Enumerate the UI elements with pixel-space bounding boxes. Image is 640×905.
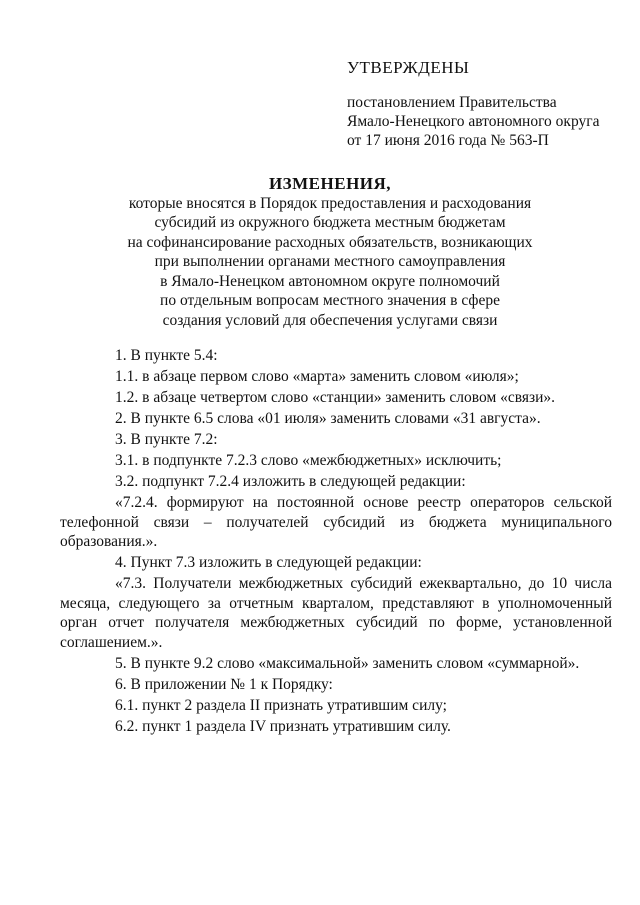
approval-line: от 17 июня 2016 года № 563-П <box>347 132 549 149</box>
paragraph: 5. В пункте 9.2 слово «максимальной» заменить словом «суммарной». <box>115 654 580 672</box>
subtitle-line: на софинансирование расходных обязательств, возникающих <box>127 233 533 251</box>
subtitle-line: в Ямало-Ненецком автономном округе полномочий <box>160 272 500 290</box>
subtitle-line: субсидий из окружного бюджета местным бюджетам <box>154 214 506 231</box>
approval-line: Ямало-Ненецкого автономного округа <box>347 113 600 130</box>
paragraph: 6.2. пункт 1 раздела IV признать утратившим силу. <box>115 717 451 735</box>
subtitle-line: при выполнении органами местного самоуправления <box>154 253 506 270</box>
quoted-paragraph: «7.3. Получатели межбюджетных субсидий ежеквартально, до 10 числа месяца, следующего за отчетным кварталом, представляют в уполномоченный орган отчет получателя межбюджетных субсидий по форме, установленной соглашением.». <box>60 575 612 651</box>
subtitle-line: по отдельным вопросам местного значения в сфере <box>160 292 500 309</box>
quoted-paragraph: «7.2.4. формируют на постоянной основе реестр операторов сельской телефонной связи – получателей субсидий из бюджета муниципального образования.». <box>60 494 612 550</box>
document-header <box>40 174 620 330</box>
paragraph: 1.2. в абзаце четвертом слово «станции» заменить словом «связи». <box>115 389 556 406</box>
paragraph: 1.1. в абзаце первом слово «марта» заменить словом «июля»; <box>115 368 519 385</box>
document-body <box>60 346 612 738</box>
subtitle-line: которые вносятся в Порядок предоставления и расходования <box>128 194 532 212</box>
paragraph: 2. В пункте 6.5 слова «01 июля» заменить словами «31 августа». <box>115 410 541 427</box>
document-title: ИЗМЕНЕНИЯ, <box>268 174 392 193</box>
paragraph: 3.1. в подпункте 7.2.3 слово «межбюджетных» исключить; <box>115 452 502 469</box>
paragraph: 1. В пункте 5.4: <box>115 347 218 364</box>
paragraph: 3. В пункте 7.2: <box>115 431 218 448</box>
subtitle-line: создания условий для обеспечения услугами связи <box>162 311 498 329</box>
approval-title: УТВЕРЖДЕНЫ <box>347 58 470 77</box>
paragraph: 6. В приложении № 1 к Порядку: <box>115 675 333 693</box>
paragraph: 4. Пункт 7.3 изложить в следующей редакции: <box>115 554 422 571</box>
paragraph: 6.1. пункт 2 раздела II признать утратившим силу; <box>115 696 447 714</box>
approval-line: постановлением Правительства <box>347 94 557 111</box>
paragraph: 3.2. подпункт 7.2.4 изложить в следующей редакции: <box>115 473 466 490</box>
approval-stamp <box>347 58 627 150</box>
